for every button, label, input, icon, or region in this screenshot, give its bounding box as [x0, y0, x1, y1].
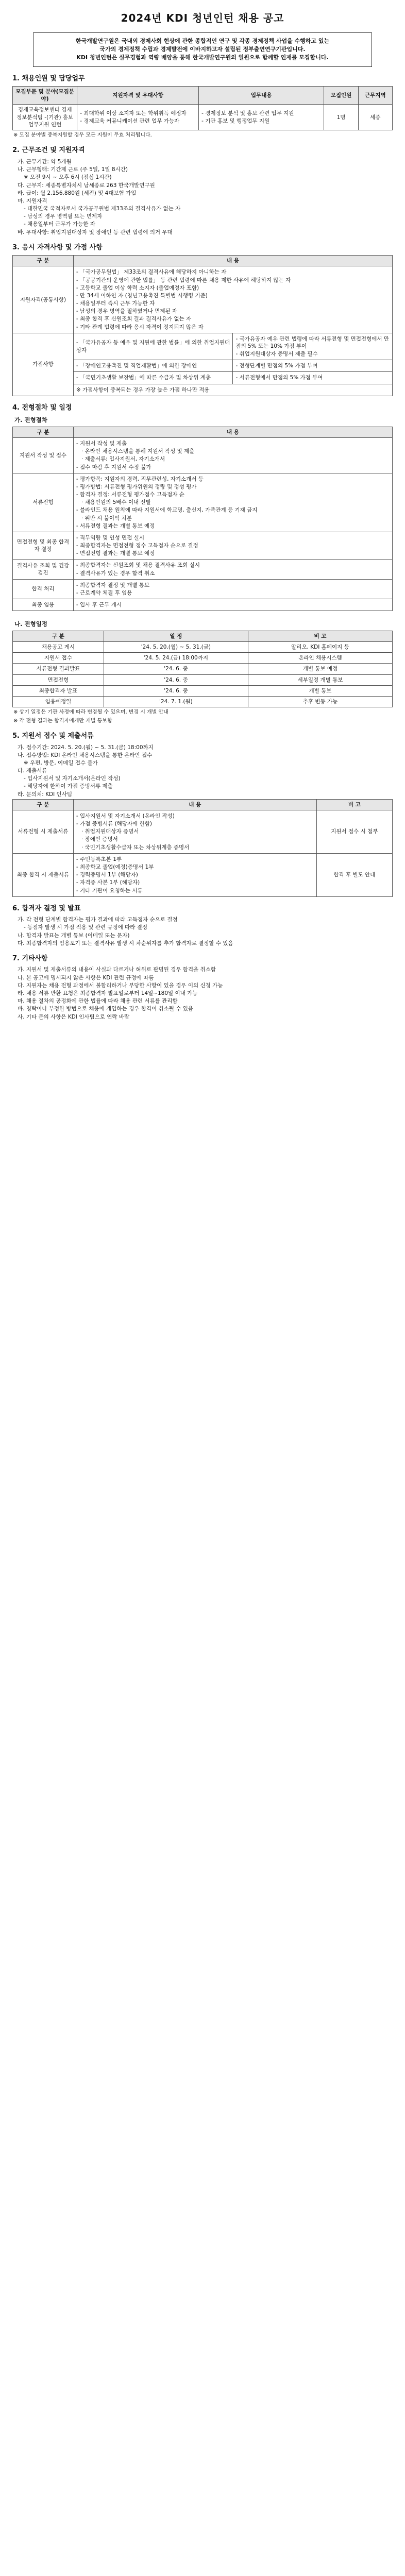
quals-cell [77, 105, 199, 130]
cell-line: · 위반 시 불이익 처분 [81, 515, 132, 521]
row-label: 서류전형 시 제출서류 [13, 810, 74, 853]
cell-line: - 취업지원대상자 증명서 제출 필수 [235, 351, 318, 358]
table-row [13, 473, 393, 532]
row-label: 가점사항 [13, 333, 74, 396]
list-item: 나. 합격자 발표는 개별 통보 (이메일 또는 문자) [18, 932, 130, 939]
list-item: 다. 제출서류 [18, 768, 47, 774]
cell-line: - 국가유공자 예우 관련 법령에 따라 서류전형 및 면접전형에서 만점의 5% 또는 10% 가점 부여 [235, 335, 389, 349]
cell-line: · 온라인 채용시스템을 통해 지원서 작성 및 제출 [81, 448, 195, 455]
bonus-note [73, 384, 392, 396]
cell-line: - 기타 기관이 요청하는 서류 [76, 887, 143, 894]
row-content [73, 599, 392, 611]
recruitment-table [12, 86, 393, 130]
schedule-date: '24. 5. 24.(금) 18:00까지 [104, 653, 248, 664]
cell-line: - 기관 홍보 및 행정업무 지원 [201, 118, 270, 125]
cell-line: · 제출서류: 입사지원서, 자기소개서 [81, 456, 165, 463]
count-cell: 1명 [324, 105, 358, 130]
cell-line: - 고등학교 졸업 이상 학력 소지자 (졸업예정자 포함) [76, 284, 199, 291]
row-note: 합격 후 별도 안내 [316, 853, 392, 896]
cell-line: - 주민등록초본 1부 [76, 856, 122, 862]
list-item: ※ 우편, 방문, 이메일 접수 불가 [24, 759, 98, 766]
cell-line: - 서류전형에서 만점의 5% 가점 부여 [235, 375, 323, 381]
cell-line: · 채용인원의 5배수 이내 선발 [81, 499, 151, 506]
result-list [18, 916, 393, 947]
list-item: - 대한민국 국적자로서 국가공무원법 제33조의 결격사유가 없는 자 [24, 206, 181, 212]
cell-line: - 입사 후 근무 개시 [76, 602, 122, 608]
cell-line: - 「국가공무원법」 제33조의 결격사유에 해당하지 아니하는 자 [76, 269, 227, 276]
bonus-left [73, 333, 233, 360]
table-row [13, 664, 393, 674]
table-header: 비 고 [248, 631, 392, 641]
list-item: 다. 근무지: 세종특별자치시 남세종로 263 한국개발연구원 [18, 182, 155, 189]
cell-line: - 「공공기관의 운영에 관한 법률」 등 관련 법령에 따른 채용 제한 사유에 해당하지 않는 자 [76, 277, 291, 283]
list-item: 가. 지원서 및 제출서류의 내용이 사실과 다르거나 허위로 판명된 경우 합격을 취소함 [18, 967, 216, 973]
section-2-title: 2. 근무조건 및 지원자격 [12, 146, 85, 155]
list-item: - 입사지원서 및 자기소개서(온라인 작성) [24, 775, 121, 782]
list-item: 마. 채용 절차의 공정화에 관한 법률에 따라 채용 관련 서류를 관리함 [18, 998, 178, 1005]
cell-line: - 근로계약 체결 후 임용 [76, 589, 132, 596]
section-1-title: 1. 채용인원 및 담당업무 [12, 74, 85, 82]
list-item: - 해당자에 한하여 가점 증빙서류 제출 [24, 783, 113, 790]
schedule-date: '24. 6. 중 [104, 664, 248, 674]
list-item: 나. 본 공고에 명시되지 않은 사항은 KDI 관련 규정에 따름 [18, 974, 154, 981]
table-row [13, 696, 393, 707]
cell-line: - 최대학위 이상 소지자 또는 학위취득 예정자 [80, 110, 187, 116]
table-row [13, 266, 393, 333]
list-item: 가. 접수기간: 2024. 5. 20.(월) ~ 5. 31.(금) 18:00까지 [18, 744, 154, 751]
cell-line: · 국민기초생활수급자 또는 차상위계층 증명서 [81, 844, 190, 851]
row-content [73, 438, 392, 473]
cell-line: - 경력증명서 1부 (해당자) [76, 872, 138, 878]
table-header: 근무지역 [358, 87, 392, 105]
row-label: 최종 임용 [13, 599, 74, 611]
process-table [12, 427, 393, 611]
cell-line: · 장애인 증명서 [81, 836, 118, 843]
schedule-note-line: ※ 각 전형 결과는 합격자에게만 개별 통보함 [13, 718, 112, 724]
list-item: - 채용일부터 근무가 가능한 자 [24, 221, 95, 228]
misc-list [18, 966, 393, 1020]
cell-line: - 면접전형 결과는 개별 통보 예정 [76, 550, 155, 557]
bonus-right [233, 360, 393, 372]
table-header: 업무내용 [199, 87, 324, 105]
cell-line: - 「장애인고용촉진 및 직업재활법」에 의한 장애인 [76, 363, 197, 369]
table-row [13, 105, 393, 130]
section-7-title: 7. 기타사항 [12, 954, 48, 962]
table-row [13, 853, 393, 896]
table-row [13, 653, 393, 664]
schedule-note: 세부일정 개별 통보 [248, 674, 392, 685]
schedule-note: 온라인 채용시스템 [248, 653, 392, 664]
list-item: 나. 근무형태: 기간제 근로 (주 5일, 1일 8시간) [18, 166, 128, 173]
cell-line: - 가점 증빙서류 (해당자에 한함) [76, 821, 152, 827]
row-label: 합격 처리 [13, 579, 74, 599]
table-row [13, 579, 393, 599]
cell-line: - 「국가유공자 등 예우 및 지원에 관한 법률」에 의한 취업지원대상자 [76, 340, 230, 353]
table-header: 모집부문 및 분야(모집분야) [13, 87, 77, 105]
list-item: 나. 접수방법: KDI 온라인 채용시스템을 통한 온라인 접수 [18, 752, 153, 758]
table-row [13, 333, 393, 360]
cell-line: - 자격증 사본 1부 (해당자) [76, 879, 140, 886]
section-4-title: 4. 전형절차 및 일정 [12, 403, 72, 412]
cell-line: - 서류전형 결과는 개별 통보 예정 [76, 522, 155, 529]
cell-line: ※ 가점사항이 중복되는 경우 가장 높은 가점 하나만 적용 [76, 386, 210, 393]
list-item: 바. 우대사항: 취업지원대상자 및 장애인 등 관련 법령에 의거 우대 [18, 229, 173, 235]
cell-line: - 전형단계별 만점의 5% 가점 부여 [235, 363, 318, 369]
table-header: 내 용 [73, 799, 316, 810]
table-row [13, 438, 393, 473]
section-5-title: 5. 지원서 접수 및 제출서류 [12, 732, 94, 740]
table-header: 구 분 [13, 631, 104, 641]
application-list [18, 744, 393, 798]
list-item: 가. 근무기간: 약 5개월 [18, 158, 72, 165]
cell-line: - 최종합격자는 신원조회 및 채용 결격사유 조회 실시 [76, 562, 200, 569]
schedule-date: '24. 6. 중 [104, 674, 248, 685]
schedule-stage: 서류전형 결과발표 [13, 664, 104, 674]
list-item: 라. 문의처: KDI 인사팀 [18, 791, 72, 798]
table-row [13, 685, 393, 696]
table-row [13, 642, 393, 653]
row-label: 지원자격(공통사항) [13, 266, 74, 333]
section-4-sub-1: 가. 전형절차 [14, 416, 47, 424]
cell-line: · 취업지원대상자 증명서 [81, 828, 139, 835]
row-content [73, 266, 392, 333]
row-label: 서류전형 [13, 473, 74, 532]
intro-line: 국가의 경제정책 수립과 경제발전에 이바지하고자 설립된 정부출연연구기관입니다. [99, 45, 306, 53]
table-header: 지원자격 및 우대사항 [77, 87, 199, 105]
schedule-date: '24. 6. 중 [104, 685, 248, 696]
cell-line: - 최종학교 졸업(예정)증명서 1부 [76, 864, 154, 870]
bonus-right [233, 333, 393, 360]
schedule-stage: 지원서 접수 [13, 653, 104, 664]
schedule-note: 알리오, KDI 홈페이지 등 [248, 642, 392, 653]
list-item: 라. 채용 서류 반환 요청은 최종합격자 발표일로부터 14일~180일 이내 가능 [18, 990, 198, 996]
bonus-left [73, 360, 233, 372]
schedule-stage: 임용예정일 [13, 696, 104, 707]
cell-line: - 최종 합격 후 신원조회 결과 결격사유가 없는 자 [76, 316, 192, 323]
cell-line: - 채용일부터 즉시 근무 가능한 자 [76, 300, 155, 307]
row-label: 지원서 작성 및 접수 [13, 438, 74, 473]
table-header: 내 용 [73, 427, 392, 437]
section-1-note: ※ 모집 분야별 중복지원할 경우 모든 지원이 무효 처리됩니다. [13, 132, 152, 138]
cell-line: - 합격자 결정: 서류전형 평가점수 고득점자 순 [76, 492, 184, 498]
schedule-note: 개별 통보 예정 [248, 664, 392, 674]
cell-line: - 최종합격자는 면접전형 점수 고득점자 순으로 결정 [76, 543, 198, 549]
cell-line: - 최종합격자 결정 및 개별 통보 [76, 582, 150, 588]
conditions-list [18, 158, 393, 236]
cell-line: - 접수 마감 후 지원서 수정 불가 [76, 464, 151, 470]
list-item: 가. 각 전형 단계별 합격자는 평가 결과에 따라 고득점자 순으로 결정 [18, 917, 178, 923]
row-label: 면접전형 및 최종 합격자 결정 [13, 532, 74, 560]
section-6-title: 6. 합격자 결정 및 발표 [12, 904, 81, 912]
table-row [13, 532, 393, 560]
table-header: 구 분 [13, 799, 74, 810]
bonus-right [233, 372, 393, 384]
table-header: 구 분 [13, 427, 74, 437]
cell-line: - 지원서 작성 및 제출 [76, 440, 127, 447]
intro-notice-box [33, 32, 372, 67]
cell-line: - 입사지원서 및 자기소개서 (온라인 작성) [76, 812, 175, 819]
schedule-stage: 최종합격자 발표 [13, 685, 104, 696]
cell-line: - 직무역량 및 인성 면접 실시 [76, 534, 144, 541]
list-item: - 남성의 경우 병역필 또는 면제자 [24, 213, 103, 220]
table-header: 모집인원 [324, 87, 358, 105]
list-item: 사. 기타 문의 사항은 KDI 인사팀으로 연락 바람 [18, 1013, 130, 1020]
row-content [73, 473, 392, 532]
page-title: 2024년 KDI 청년인턴 채용 공고 [121, 12, 284, 24]
cell-line: - 「국민기초생활 보장법」에 따른 수급자 및 차상위 계층 [76, 375, 211, 381]
schedule-date: '24. 7. 1.(월) [104, 696, 248, 707]
cell-line: - 평가방법: 서류전형 평가위원의 정량 및 정성 평가 [76, 483, 197, 490]
section-3-title: 3. 응시 자격사항 및 가점 사항 [12, 243, 103, 251]
bonus-left [73, 372, 233, 384]
list-item: 라. 급여: 월 2,156,880원 (세전) 및 4대보험 가입 [18, 190, 137, 196]
table-header: 일 정 [104, 631, 248, 641]
table-row [13, 810, 393, 853]
list-item: ※ 오전 9시 ~ 오후 6시 (점심 1시간) [24, 174, 112, 181]
row-label: 결격사유 조회 및 건강검진 [13, 560, 74, 579]
field-cell: 경제교육정보센터 경제정보분석팀 -(기관) 홍보 업무지원 인턴 [13, 105, 77, 130]
table-row [13, 560, 393, 579]
list-item: 다. 최종합격자의 임용포기 또는 결격사유 발생 시 차순위자를 추가 합격자로 결정할 수 있음 [18, 940, 233, 946]
cell-line: - 남성의 경우 병역을 필하였거나 면제된 자 [76, 308, 178, 315]
schedule-stage: 면접전형 [13, 674, 104, 685]
region-cell: 세종 [358, 105, 392, 130]
table-header: 내 용 [73, 256, 392, 266]
recruitment-notice-page [0, 0, 405, 1073]
eligibility-table [12, 255, 393, 396]
schedule-note: 추후 변동 가능 [248, 696, 392, 707]
cell-line: - 평가항목: 지원자의 경력, 직무관련성, 자기소개서 등 [76, 476, 204, 482]
table-row [13, 599, 393, 611]
cell-line: - 경제정보 분석 및 홍보 관련 업무 지원 [201, 110, 294, 116]
list-item: - 동점자 발생 시 가점 적용 및 관련 규정에 따라 결정 [24, 924, 148, 931]
row-content [73, 532, 392, 560]
row-note: 지원서 접수 시 첨부 [316, 810, 392, 853]
cell-line: - 블라인드 채용 원칙에 따라 지원서에 학교명, 출신지, 가족관계 등 기재 금지 [76, 507, 258, 514]
schedule-date: '24. 5. 20.(월) ~ 5. 31.(금) [104, 642, 248, 653]
table-header: 비 고 [316, 799, 392, 810]
list-item: 마. 지원자격 [18, 197, 47, 204]
documents-table [12, 799, 393, 897]
intro-line: KDI 청년인턴은 실무경험과 역량 배양을 통해 한국개발연구원의 일원으로 함께할 인재를 모집합니다. [76, 54, 329, 61]
section-4-sub-2: 나. 전형일정 [14, 620, 47, 628]
row-content [73, 560, 392, 579]
cell-line: - 경제교육 커뮤니케이션 관련 업무 가능자 [80, 118, 180, 125]
cell-line: - 결격사유가 있는 경우 합격 취소 [76, 570, 155, 577]
schedule-note-line: ※ 상기 일정은 기관 사정에 따라 변경될 수 있으며, 변경 시 개별 안내 [13, 709, 168, 716]
row-content [73, 853, 316, 896]
cell-line: - 기타 관계 법령에 따라 응시 자격이 정지되지 않은 자 [76, 324, 204, 330]
table-header: 구 분 [13, 256, 74, 266]
row-label: 최종 합격 시 제출서류 [13, 853, 74, 896]
row-content [73, 579, 392, 599]
table-row [13, 674, 393, 685]
list-item: 바. 청탁이나 부정한 방법으로 채용에 개입하는 경우 합격이 취소될 수 있음 [18, 1006, 194, 1012]
intro-line: 한국개발연구원은 국내외 경제사회 현상에 관한 종합적인 연구 및 각종 경제정책 사업을 수행하고 있는 [75, 38, 330, 44]
schedule-note: 개별 통보 [248, 685, 392, 696]
work-cell [199, 105, 324, 130]
cell-line: - 만 34세 이하인 자 (청년고용촉진 특별법 시행령 기준) [76, 292, 208, 299]
schedule-stage: 채용공고 게시 [13, 642, 104, 653]
list-item: 다. 지원자는 채용 전형 과정에서 불합리하거나 부당한 사항이 있을 경우 이의 신청 가능 [18, 982, 223, 989]
row-content [73, 810, 316, 853]
schedule-table [12, 631, 393, 707]
